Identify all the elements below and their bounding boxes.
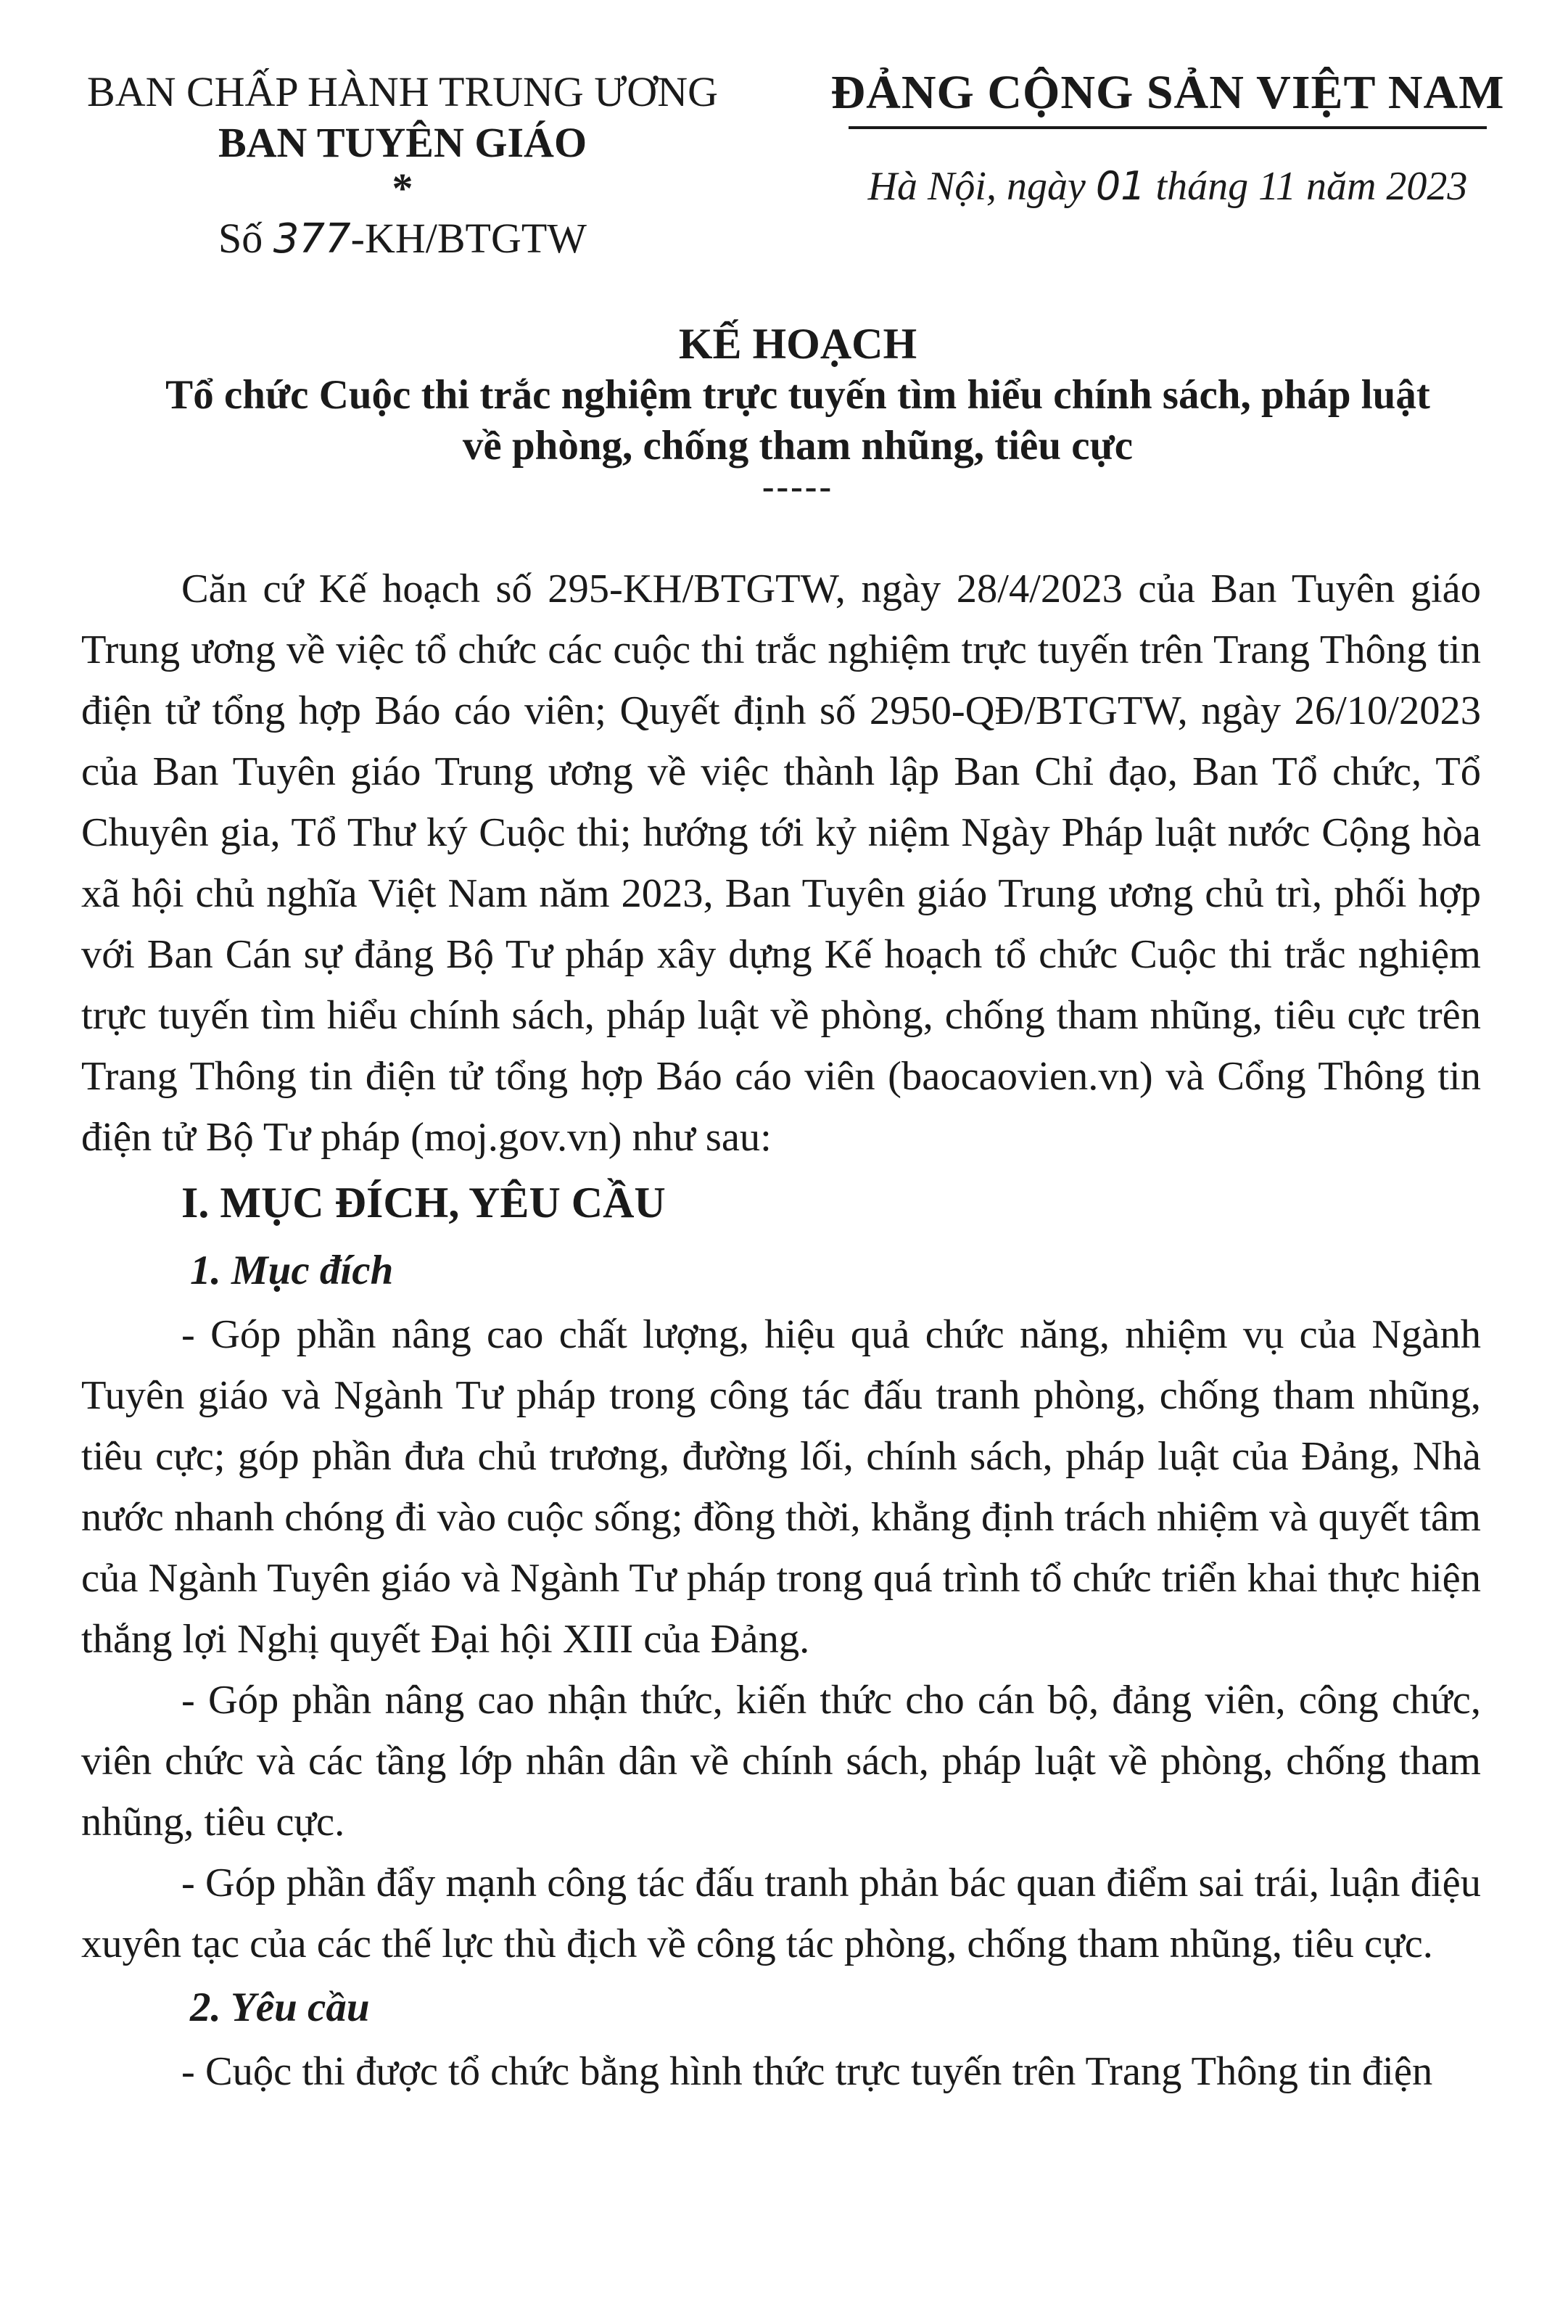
document-number <box>65 213 740 265</box>
party-header-block <box>820 64 1516 212</box>
requirement-paragraph-1: - Cuộc thi được tổ chức bằng hình thức trực tuyến trên Trang Thông tin điện <box>181 2049 1433 2094</box>
subject-line-2: về phòng, chống tham nhũng, tiêu cực <box>462 423 1134 469</box>
party-name-underline <box>849 126 1487 129</box>
purpose-paragraph-3: - Góp phần đẩy mạnh công tác đấu tranh phản bác quan điểm sai trái, luận điệu xuyên tạc của các thế lực thù địch về công tác phòng, chống tham nhũng, tiêu cực. <box>81 1861 1481 1966</box>
subsection-heading-requirements: 2. Yêu cầu <box>190 1985 370 2030</box>
intro-paragraph: Căn cứ Kế hoạch số 295-KH/BTGTW, ngày 28/4/2023 của Ban Tuyên giáo Trung ương về việc tổ chức các cuộc thi trắc nghiệm trực tuyến trên Trang Thông tin điện tử tổng hợp Báo cáo viên; Quyết định số 2950-QĐ/BTGTW, ngày 26/10/2023 của Ban Tuyên giáo Trung ương về việc thành lập Ban Chỉ đạo, Ban Tổ chức, Tổ Chuyên gia, Tổ Thư ký Cuộc thi; hướng tới kỷ niệm Ngày Pháp luật nước Cộng hòa xã hội chủ nghĩa Việt Nam năm 2023, Ban Tuyên giáo Trung ương chủ trì, phối hợp với Ban Cán sự đảng Bộ Tư pháp xây dựng Kế hoạch tổ chức Cuộc thi trắc nghiệm trực tuyến tìm hiểu chính sách, pháp luật về phòng, chống tham nhũng, tiêu cực trên Trang Thông tin điện tử tổng hợp Báo cáo viên (baocaovien.vn) và Cổng Thông tin điện tử Bộ Tư pháp (moj.gov.vn) như sau: <box>81 566 1481 1160</box>
party-name: ĐẢNG CỘNG SẢN VIỆT NAM <box>830 66 1505 119</box>
issuing-organization: BAN TUYÊN GIÁO <box>218 119 587 166</box>
issue-date <box>820 161 1516 212</box>
section-heading: I. MỤC ĐÍCH, YÊU CẦU <box>181 1179 666 1227</box>
parent-organization: BAN CHẤP HÀNH TRUNG ƯƠNG <box>87 68 718 115</box>
doc-number-handwritten: 377 <box>273 215 351 263</box>
doc-number-suffix: -KH/BTGTW <box>350 215 587 262</box>
title-separator: ----- <box>762 466 834 506</box>
issuing-agency-block <box>65 67 740 265</box>
date-day-handwritten: 01 <box>1095 163 1146 209</box>
date-prefix: Hà Nội, ngày <box>867 164 1096 209</box>
subsection-heading-purpose: 1. Mục đích <box>190 1248 394 1293</box>
subject-line-1: Tổ chức Cuộc thi trắc nghiệm trực tuyến tìm hiểu chính sách, pháp luật <box>165 372 1430 418</box>
separator-star: * <box>392 165 413 212</box>
date-suffix: tháng 11 năm 2023 <box>1145 164 1468 209</box>
doc-number-prefix: Số <box>218 215 273 262</box>
document-type: KẾ HOẠCH <box>678 320 917 368</box>
purpose-paragraph-1: - Góp phần nâng cao chất lượng, hiệu quả chức năng, nhiệm vụ của Ngành Tuyên giáo và Ngành Tư pháp trong công tác đấu tranh phòng, chống tham nhũng, tiêu cực; góp phần đưa chủ trương, đường lối, chính sách, pháp luật của Đảng, Nhà nước nhanh chóng đi vào cuộc sống; đồng thời, khẳng định trách nhiệm và quyết tâm của Ngành Tuyên giáo và Ngành Tư pháp trong quá trình tổ chức triển khai thực hiện thắng lợi Nghị quyết Đại hội XIII của Đảng. <box>81 1312 1481 1662</box>
document-title <box>87 318 1509 506</box>
document-body <box>81 559 1481 2102</box>
purpose-paragraph-2: - Góp phần nâng cao nhận thức, kiến thức cho cán bộ, đảng viên, công chức, viên chức và các tầng lớp nhân dân về chính sách, pháp luật về phòng, chống tham nhũng, tiêu cực. <box>81 1678 1481 1845</box>
